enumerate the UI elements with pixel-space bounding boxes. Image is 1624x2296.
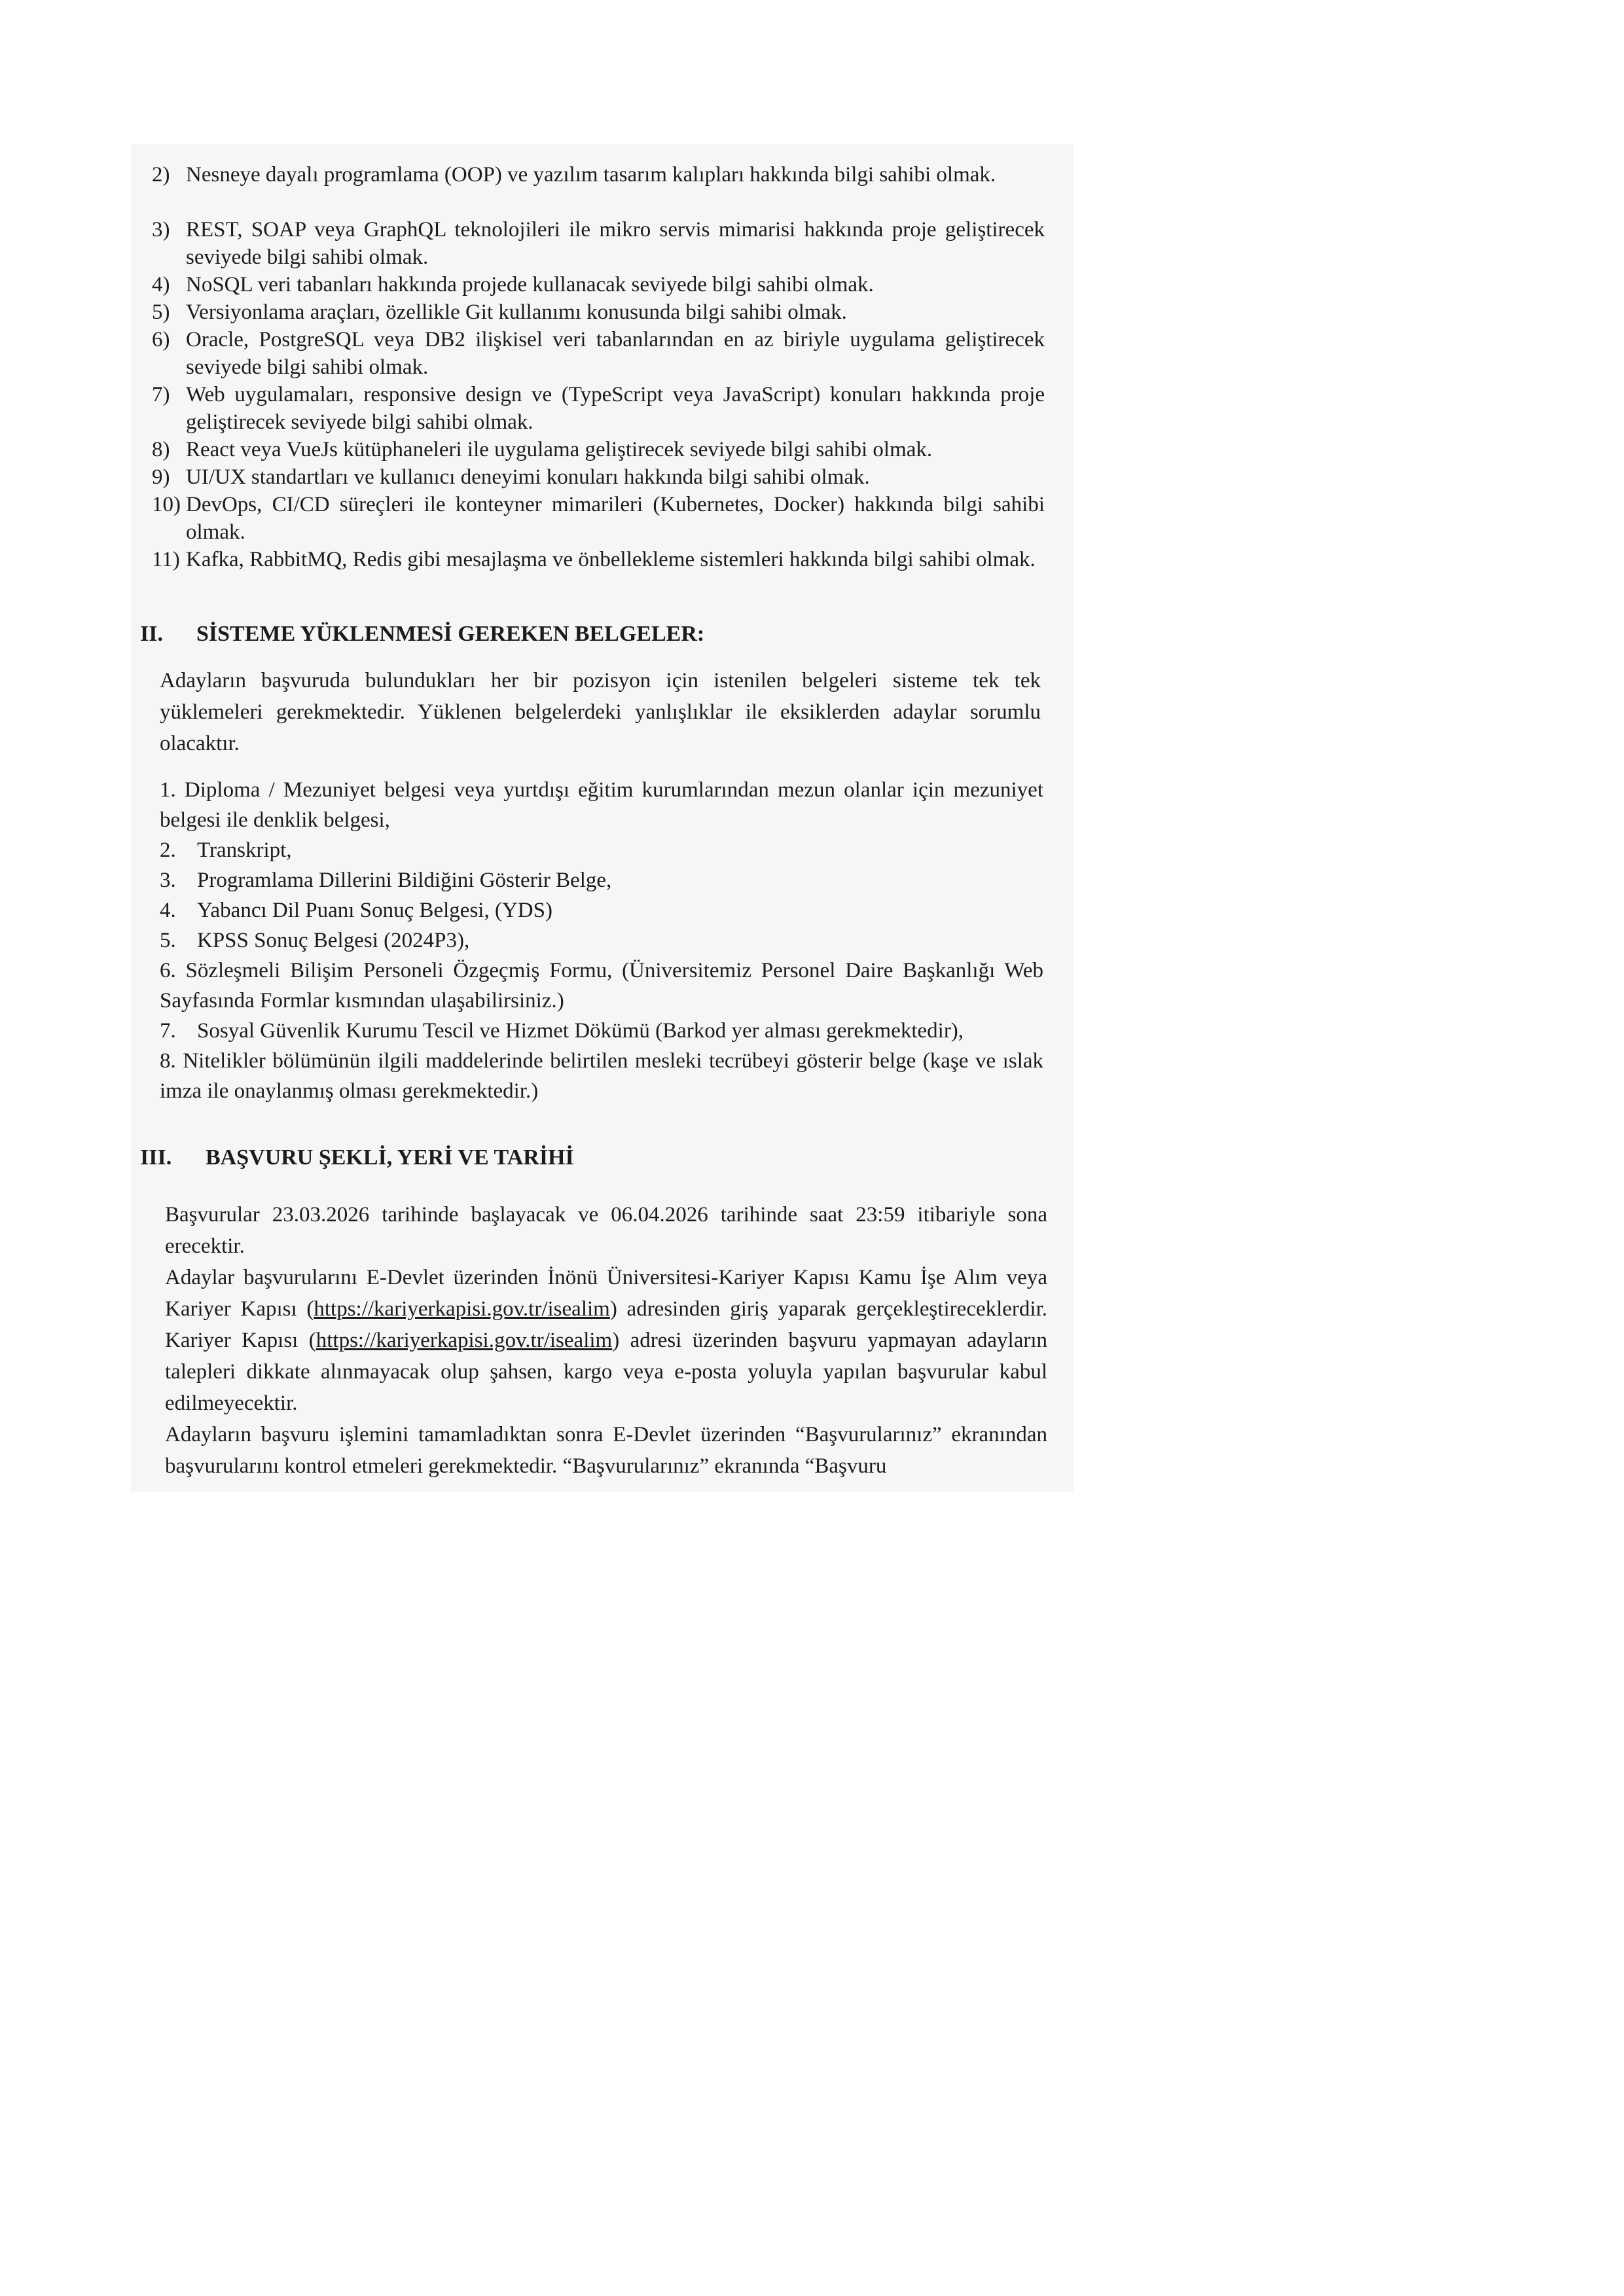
document-item: [160, 1046, 1043, 1106]
paragraph-text: Adaylar başvurularını E-Devlet üzerinden İnönü Üniversitesi-Kariyer Kapısı Kamu İşe Alım veya Kariyer Kapısı (: [165, 1266, 1047, 1321]
item-text: Kafka, RabbitMQ, Redis gibi mesajlaşma ve önbellekleme sistemleri hakkında bilgi sahibi olmak.: [186, 548, 1036, 571]
document-item: [160, 895, 1043, 925]
item-number: 9): [152, 465, 170, 489]
document-item: [160, 1016, 1043, 1046]
application-check-paragraph: Adayların başvuru işlemini tamamladıktan sonra E-Devlet üzerinden “Başvurularınız” ekranından başvurularını kontrol etmeleri gerekmektedir. “Başvurularınız” ekranında “Başvuru: [165, 1423, 1047, 1478]
qualification-item: [152, 161, 1045, 188]
item-text: NoSQL veri tabanları hakkında projede kullanacak seviyede bilgi sahibi olmak.: [186, 273, 874, 296]
item-number: 7): [152, 383, 170, 406]
qualification-item: [152, 463, 1045, 491]
item-number: 2.: [160, 838, 176, 862]
document-item: [160, 925, 1043, 956]
qualification-item: [152, 216, 1045, 271]
qualification-item: [152, 271, 1045, 298]
document-item: [160, 775, 1043, 835]
item-text: Nesneye dayalı programlama (OOP) ve yazılım tasarım kalıpları hakkında bilgi sahibi olmak.: [186, 163, 996, 187]
section-heading: [140, 620, 1056, 648]
section-number: II.: [140, 622, 163, 646]
item-text: Web uygulamaları, responsive design ve (TypeScript veya JavaScript) konuları hakkında proje geliştirecek seviyede bilgi sahibi olmak.: [186, 383, 1045, 434]
item-text: Versiyonlama araçları, özellikle Git kullanımı konusunda bilgi sahibi olmak.: [186, 300, 847, 324]
item-number: 6): [152, 328, 170, 351]
item-text: UI/UX standartları ve kullanıcı deneyimi konuları hakkında bilgi sahibi olmak.: [186, 465, 870, 489]
item-text: Programlama Dillerini Bildiğini Gösterir Belge,: [197, 869, 612, 892]
item-text: DevOps, CI/CD süreçleri ile konteyner mimarileri (Kubernetes, Docker) hakkında bilgi sahibi olmak.: [186, 493, 1045, 544]
item-number: 1.: [160, 778, 176, 802]
item-number: 8.: [160, 1049, 176, 1073]
document-item: [160, 956, 1043, 1016]
career-gate-link[interactable]: https://kariyerkapisi.gov.tr/isealim: [314, 1297, 610, 1321]
qualification-item: [152, 381, 1045, 436]
item-text: React veya VueJs kütüphaneleri ile uygulama geliştirecek seviyede bilgi sahibi olmak.: [186, 438, 933, 461]
section-heading: [140, 1144, 1056, 1172]
item-text: Oracle, PostgreSQL veya DB2 ilişkisel veri tabanlarından en az biriyle uygulama geliştirecek seviyede bilgi sahibi olmak.: [186, 328, 1045, 379]
item-text: Transkript,: [197, 838, 292, 862]
item-number: 11): [152, 548, 180, 571]
qualification-item: [152, 326, 1045, 381]
item-text: KPSS Sonuç Belgesi (2024P3),: [197, 929, 470, 952]
application-dates-paragraph: Başvurular 23.03.2026 tarihinde başlayacak ve 06.04.2026 tarihinde saat 23:59 itibariyle sona erecektir.: [165, 1203, 1047, 1258]
paragraph-text: ) adresinden giriş yaparak gerçekleştireceklerdir. Kariyer Kapısı (: [165, 1297, 1047, 1352]
section-intro: Adayların başvuruda bulundukları her bir pozisyon için istenilen belgeleri sisteme tek tek yüklemeleri gerekmektedir. Yüklenen belgelerdeki yanlışlıklar ile eksiklerden adaylar sorumlu olacaktır.: [160, 669, 1041, 755]
item-number: 5.: [160, 929, 176, 952]
item-number: 5): [152, 300, 170, 324]
section-title: SİSTEME YÜKLENMESİ GEREKEN BELGELER:: [196, 622, 705, 646]
item-text: Yabancı Dil Puanı Sonuç Belgesi, (YDS): [197, 899, 552, 922]
paragraph-text: ) adresi üzerinden başvuru yapmayan adayların talepleri dikkate alınmayacak olup şahsen, kargo veya e-posta yoluyla yapılan başvurular kabul edilmeyecektir.: [165, 1329, 1047, 1415]
item-text: Nitelikler bölümünün ilgili maddelerinde belirtilen mesleki tecrübeyi gösterir belge (kaşe ve ıslak imza ile onaylanmış olması gerekmektedir.): [160, 1049, 1044, 1103]
item-number: 4): [152, 273, 170, 296]
item-number: 7.: [160, 1019, 176, 1043]
section-number: III.: [140, 1145, 172, 1170]
document-item: [160, 835, 1043, 865]
item-number: 2): [152, 163, 170, 187]
career-gate-link[interactable]: https://kariyerkapisi.gov.tr/isealim: [316, 1329, 613, 1352]
item-number: 8): [152, 438, 170, 461]
item-text: Diploma / Mezuniyet belgesi veya yurtdışı eğitim kurumlarından mezun olanlar için mezuniyet belgesi ile denklik belgesi,: [160, 778, 1043, 832]
item-number: 3): [152, 218, 170, 242]
qualification-item: [152, 436, 1045, 463]
qualification-item: [152, 491, 1045, 546]
section-title: BAŞVURU ŞEKLİ, YERİ VE TARİHİ: [206, 1145, 574, 1170]
qualification-item: [152, 298, 1045, 326]
qualification-item: [152, 546, 1045, 573]
item-text: Sosyal Güvenlik Kurumu Tescil ve Hizmet Dökümü (Barkod yer alması gerekmektedir),: [197, 1019, 964, 1043]
item-number: 4.: [160, 899, 176, 922]
item-text: Sözleşmeli Bilişim Personeli Özgeçmiş Formu, (Üniversitemiz Personel Daire Başkanlığı Web Sayfasında Formlar kısmından ulaşabilirsiniz.): [160, 959, 1044, 1013]
document-item: [160, 865, 1043, 895]
item-number: 6.: [160, 959, 176, 982]
item-number: 3.: [160, 869, 176, 892]
application-method-paragraph: [165, 1262, 1047, 1419]
item-text: REST, SOAP veya GraphQL teknolojileri ile mikro servis mimarisi hakkında proje geliştirecek seviyede bilgi sahibi olmak.: [186, 218, 1045, 269]
item-number: 10): [152, 493, 181, 516]
